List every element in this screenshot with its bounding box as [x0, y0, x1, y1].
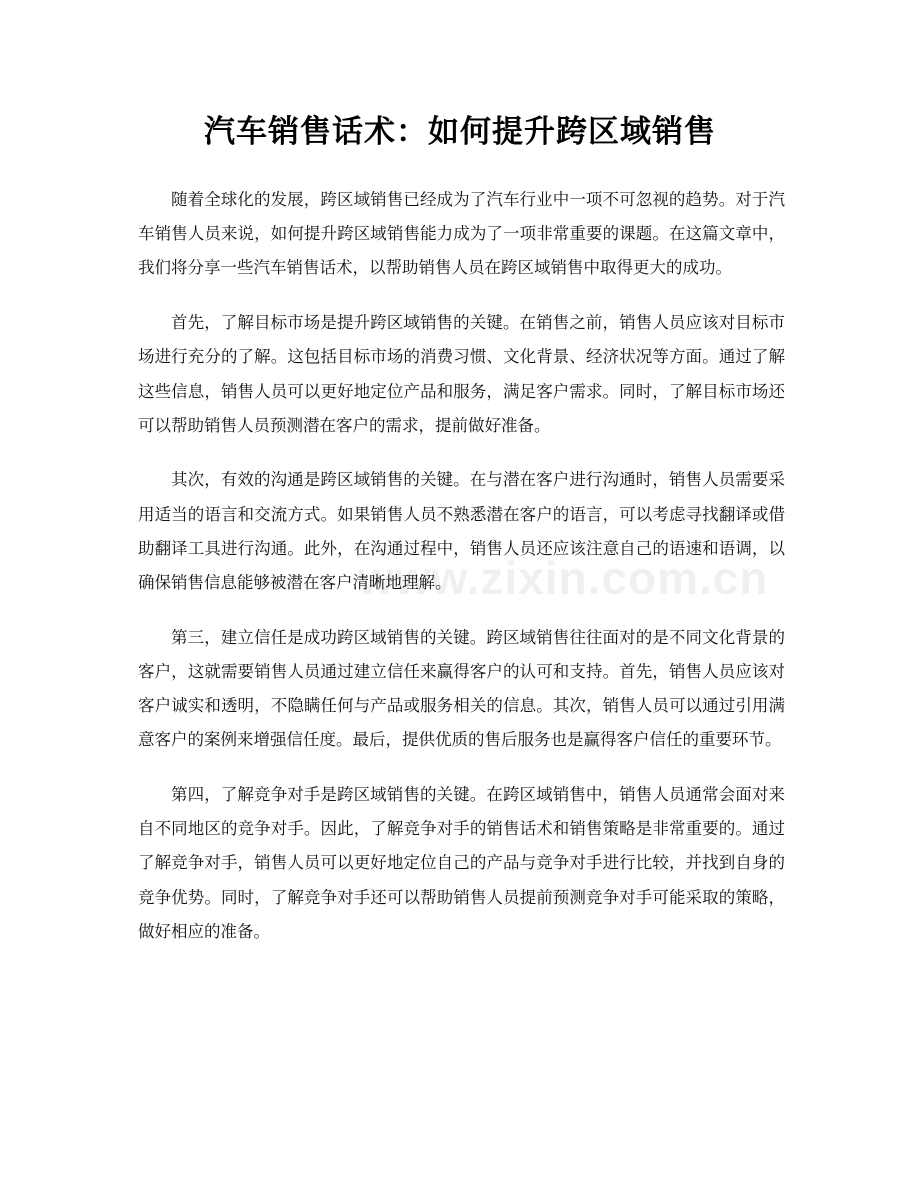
document-title: 汽车销售话术：如何提升跨区域销售 — [204, 114, 716, 150]
paragraph-second-point: 其次，有效的沟通是跨区域销售的关键。在与潜在客户进行沟通时，销售人员需要采用适当的语言和交流方式。如果销售人员不熟悉潜在客户的语言，可以考虑寻找翻译或借助翻译工具进行沟通。此外，在沟通过程中，销售人员还应该注意自己的语速和语调，以确保销售信息能够被潜在客户清晰地理解。 — [138, 470, 785, 593]
document-body — [138, 183, 785, 970]
paragraph-third-point: 第三，建立信任是成功跨区域销售的关键。跨区域销售往往面对的是不同文化背景的客户，这就需要销售人员通过建立信任来赢得客户的认可和支持。首先，销售人员应该对客户诚实和透明，不隐瞒任何与产品或服务相关的信息。其次，销售人员可以通过引用满意客户的案例来增强信任度。最后，提供优质的售后服务也是赢得客户信任的重要环节。 — [138, 627, 785, 750]
paragraph-first-point: 首先，了解目标市场是提升跨区域销售的关键。在销售之前，销售人员应该对目标市场进行充分的了解。这包括目标市场的消费习惯、文化背景、经济状况等方面。通过了解这些信息，销售人员可以更好地定位产品和服务，满足客户需求。同时，了解目标市场还可以帮助销售人员预测潜在客户的需求，提前做好准备。 — [138, 313, 785, 435]
paragraph-intro: 随着全球化的发展，跨区域销售已经成为了汽车行业中一项不可忽视的趋势。对于汽车销售人员来说，如何提升跨区域销售能力成为了一项非常重要的课题。在这篇文章中，我们将分享一些汽车销售话术，以帮助销售人员在跨区域销售中取得更大的成功。 — [138, 190, 785, 278]
paragraph-fourth-point: 第四，了解竞争对手是跨区域销售的关键。在跨区域销售中，销售人员通常会面对来自不同地区的竞争对手。因此，了解竞争对手的销售话术和销售策略是非常重要的。通过了解竞争对手，销售人员可以更好地定位自己的产品与竞争对手进行比较，并找到自身的竞争优势。同时，了解竞争对手还可以帮助销售人员提前预测竞争对手可能采取的策略，做好相应的准备。 — [138, 785, 785, 941]
watermark: www.zixin.com.cn — [358, 552, 769, 604]
